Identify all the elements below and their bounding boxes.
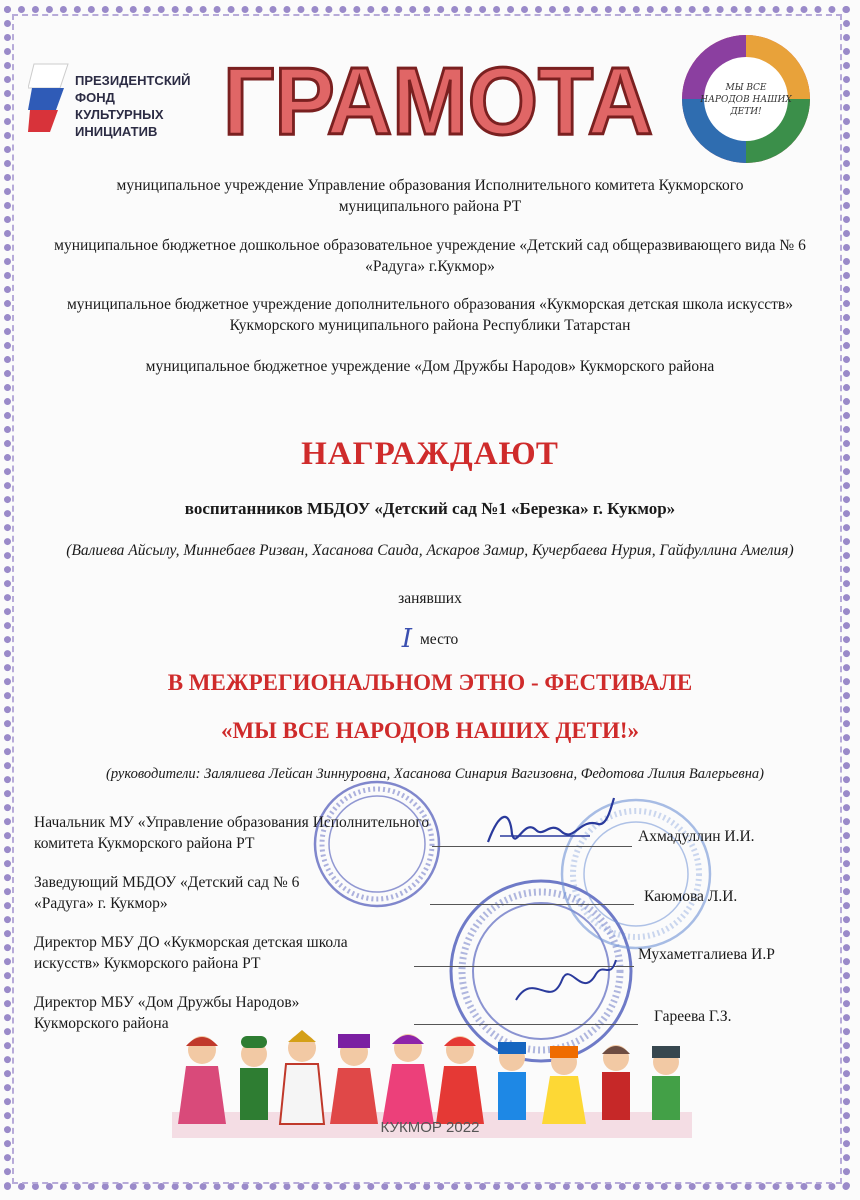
signatory-4-title: Директор МБУ «Дом Дружбы Народов» Кукморского района [34, 994, 300, 1032]
signatory-2-name: Каюмова Л.И. [644, 888, 738, 905]
festival-emblem [676, 32, 816, 166]
handwritten-signature-2 [510, 940, 620, 1020]
place-line [0, 624, 860, 654]
leaders-line: (руководители: Залялиева Лейсан Зиннуровна, Хасанова Синария Вагизовна, Федотова Лилия Валерьевна) [106, 766, 764, 782]
signatory-1-name: Ахмадуллин И.И. [638, 828, 755, 845]
place-number: I [401, 624, 412, 654]
signatory-4-name: Гареева Г.З. [654, 1008, 732, 1025]
pfki-flag-icon [28, 62, 72, 134]
city-year-caption: КУКМОР 2022 [380, 1119, 480, 1136]
award-heading: НАГРАЖДАЮТ [301, 436, 559, 472]
pfki-logo [28, 62, 203, 139]
festival-name: «МЫ ВСЕ НАРОДОВ НАШИХ ДЕТИ!» [220, 718, 640, 743]
taken-label: занявших [398, 590, 462, 607]
signature-line-2 [430, 904, 634, 905]
pfki-logo-text: ПРЕЗИДЕНТСКИЙ ФОНД КУЛЬТУРНЫХ ИНИЦИАТИВ [75, 73, 191, 139]
signature-line-4 [414, 1024, 638, 1025]
svg-text:ДЕТИ!: ДЕТИ! [730, 107, 762, 117]
svg-text:ГРАМОТА: ГРАМОТА [223, 48, 653, 148]
recipient-names: (Валиева Айсылу, Миннебаев Ризван, Хасанова Саида, Аскаров Замир, Кучербаева Нурия, Гайфуллина Амелия) [66, 542, 794, 559]
svg-text:НАРОДОВ НАШИХ: НАРОДОВ НАШИХ [700, 95, 792, 105]
issuer-4: муниципальное бюджетное учреждение «Дом Дружбы Народов» Кукморского района [145, 358, 715, 375]
signatory-2-title: Заведующий МБДОУ «Детский сад № 6 «Радуга» г. Кукмор» [34, 874, 300, 912]
recipients: воспитанников МБДОУ «Детский сад №1 «Березка» г. Кукмор» [184, 499, 676, 518]
handwritten-signature-1 [480, 790, 620, 860]
issuer-2: муниципальное бюджетное дошкольное образовательное учреждение «Детский сад общеразвивающего вида № 6 «Радуга» г.Кукмор» [54, 237, 806, 275]
issuer-3: муниципальное бюджетное учреждение дополнительного образования «Кукморская детская школа искусств» Кукморского муниципального района Республики Татарстан [67, 296, 793, 334]
place-word: место [420, 631, 459, 648]
signatory-3-title: Директор МБУ ДО «Кукморская детская школа искусств» Кукморского района РТ [34, 934, 348, 972]
signatory-3-name: Мухаметгалиева И.Р [638, 946, 775, 963]
festival-line-1: В МЕЖРЕГИОНАЛЬНОМ ЭТНО - ФЕСТИВАЛЕ [167, 670, 693, 695]
signatory-1-title: Начальник МУ «Управление образования Исполнительного комитета Кукморского района РТ [34, 814, 430, 852]
page-title [218, 48, 658, 148]
svg-text:МЫ ВСЕ: МЫ ВСЕ [725, 83, 767, 93]
issuer-1: муниципальное учреждение Управление образования Исполнительного комитета Кукморского муниципального района РТ [116, 177, 744, 215]
